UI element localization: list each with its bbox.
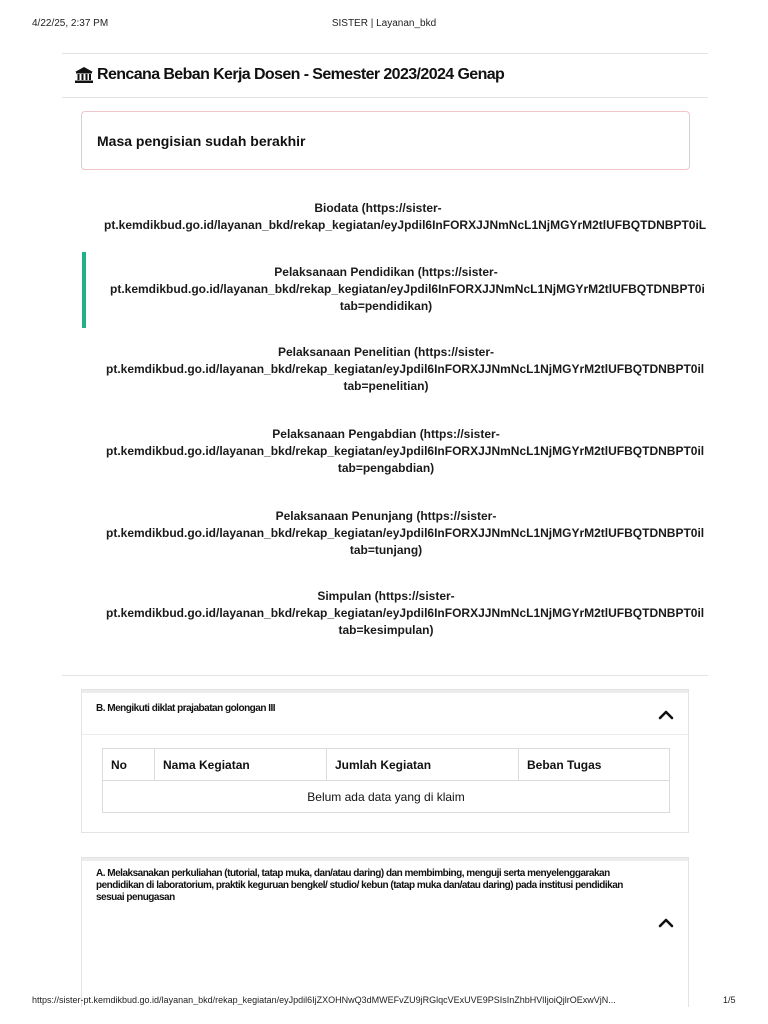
print-page-number: 1/5 bbox=[723, 995, 736, 1005]
page-title-text: Rencana Beban Kerja Dosen - Semester 2023/2024 Genap bbox=[97, 66, 505, 83]
print-page-title: SISTER | Layanan_bkd bbox=[331, 18, 437, 29]
tab-link-tab: tab=pendidikan) bbox=[339, 299, 433, 313]
chevron-up-icon[interactable] bbox=[658, 918, 674, 928]
tab-link-label: Pelaksanaan Pengabdian (https://sister- bbox=[272, 427, 500, 441]
tab-link-simpulan[interactable] bbox=[80, 588, 768, 639]
tab-link-url: pt.kemdikbud.go.id/layanan_bkd/rekap_kegiatan/eyJpdil6InFORXJJNmNcL1NjMGYrM2tlUFBQTDNBPT0il bbox=[106, 362, 705, 376]
claims-table bbox=[102, 748, 670, 813]
panel-top-border bbox=[82, 858, 688, 861]
tab-link-url: pt.kemdikbud.go.id/layanan_bkd/rekap_kegiatan/eyJpdil6InFORXJJNmNcL1NjMGYrM2tlUFBQTDNBPT0il bbox=[106, 526, 705, 540]
panel-diklat-prajabatan bbox=[81, 689, 689, 833]
tab-link-url: pt.kemdikbud.go.id/layanan_bkd/rekap_kegiatan/eyJpdil6InFORXJJNmNcL1NjMGYrM2tlUFBQTDNBPT0il bbox=[106, 444, 705, 458]
panel-heading: B. Mengikuti diklat prajabatan golongan III bbox=[96, 703, 276, 714]
print-url: https://sister-pt.kemdikbud.go.id/layanan_bkd/rekap_kegiatan/eyJpdil6IjZXOHNwQ3dMWEFvZU9jRGlqcVExUVE9PSIsInZhbHVlIjoiQjlrOExwVjN... bbox=[32, 995, 616, 1005]
column-header-no: No bbox=[103, 749, 155, 781]
print-datetime: 4/22/25, 2:37 PM bbox=[32, 18, 109, 29]
page-title bbox=[75, 66, 504, 84]
chevron-up-icon[interactable] bbox=[658, 710, 674, 720]
tab-link-list bbox=[80, 200, 768, 640]
tab-link-label: Simpulan (https://sister- bbox=[317, 589, 455, 603]
tab-link-tab: tab=kesimpulan) bbox=[338, 623, 434, 637]
tab-link-pengabdian[interactable] bbox=[80, 426, 768, 477]
tab-link-label: Pelaksanaan Penelitian (https://sister- bbox=[277, 345, 495, 359]
tab-link-pendidikan[interactable] bbox=[80, 264, 768, 315]
panel-perkuliahan bbox=[81, 857, 689, 1007]
table-row bbox=[103, 781, 670, 813]
deadline-alert bbox=[81, 111, 690, 170]
section-divider bbox=[62, 675, 708, 676]
tab-link-url: pt.kemdikbud.go.id/layanan_bkd/rekap_kegiatan/eyJpdil6InFORXJJNmNcL1NjMGYrM2tlUFBQTDNBPT0il bbox=[106, 606, 705, 620]
panel-heading-line: pendidikan di laboratorium, praktik keguruan bengkel/ studio/ kebun (tatap muka dan/atau daring) pada institusi pendidikan bbox=[96, 880, 623, 891]
alert-message: Masa pengisian sudah berakhir bbox=[97, 132, 306, 149]
panel-heading-line: sesuai penugasan bbox=[96, 892, 175, 903]
print-footer bbox=[0, 995, 768, 1007]
tab-link-tab: tab=penelitian) bbox=[343, 379, 429, 393]
panel-heading-line: A. Melaksanakan perkuliahan (tutorial, tatap muka, dan/atau daring) dan membimbing, menguji serta menyelenggarakan bbox=[96, 868, 610, 879]
panel-header-divider bbox=[82, 734, 688, 735]
tab-link-label: Pelaksanaan Penunjang (https://sister- bbox=[275, 509, 497, 523]
tab-link-biodata[interactable] bbox=[80, 200, 768, 234]
print-header bbox=[0, 18, 768, 32]
panel-top-border bbox=[82, 690, 688, 693]
table-header-row bbox=[103, 749, 670, 781]
tab-link-label: Biodata (https://sister- bbox=[314, 201, 442, 215]
tab-link-penelitian[interactable] bbox=[80, 344, 768, 395]
tab-link-tab: tab=tunjang) bbox=[349, 543, 423, 557]
title-divider bbox=[62, 97, 708, 98]
column-header-nama-kegiatan: Nama Kegiatan bbox=[155, 749, 327, 781]
empty-state-message: Belum ada data yang di klaim bbox=[103, 781, 670, 813]
tab-link-url: pt.kemdikbud.go.id/layanan_bkd/rekap_kegiatan/eyJpdil6InFORXJJNmNcL1NjMGYrM2tlUFBQTDNBPT0i bbox=[110, 282, 705, 296]
bank-building-icon bbox=[75, 67, 93, 83]
tab-link-penunjang[interactable] bbox=[80, 508, 768, 559]
panel-heading bbox=[96, 868, 676, 904]
column-header-beban-tugas: Beban Tugas bbox=[519, 749, 670, 781]
header-divider bbox=[62, 53, 708, 54]
tab-link-tab: tab=pengabdian) bbox=[337, 461, 435, 475]
tab-link-label: Pelaksanaan Pendidikan (https://sister- bbox=[274, 265, 498, 279]
tab-link-url: pt.kemdikbud.go.id/layanan_bkd/rekap_kegiatan/eyJpdil6InFORXJJNmNcL1NjMGYrM2tlUFBQTDNBPT0iL bbox=[104, 218, 707, 232]
column-header-jumlah-kegiatan: Jumlah Kegiatan bbox=[327, 749, 519, 781]
